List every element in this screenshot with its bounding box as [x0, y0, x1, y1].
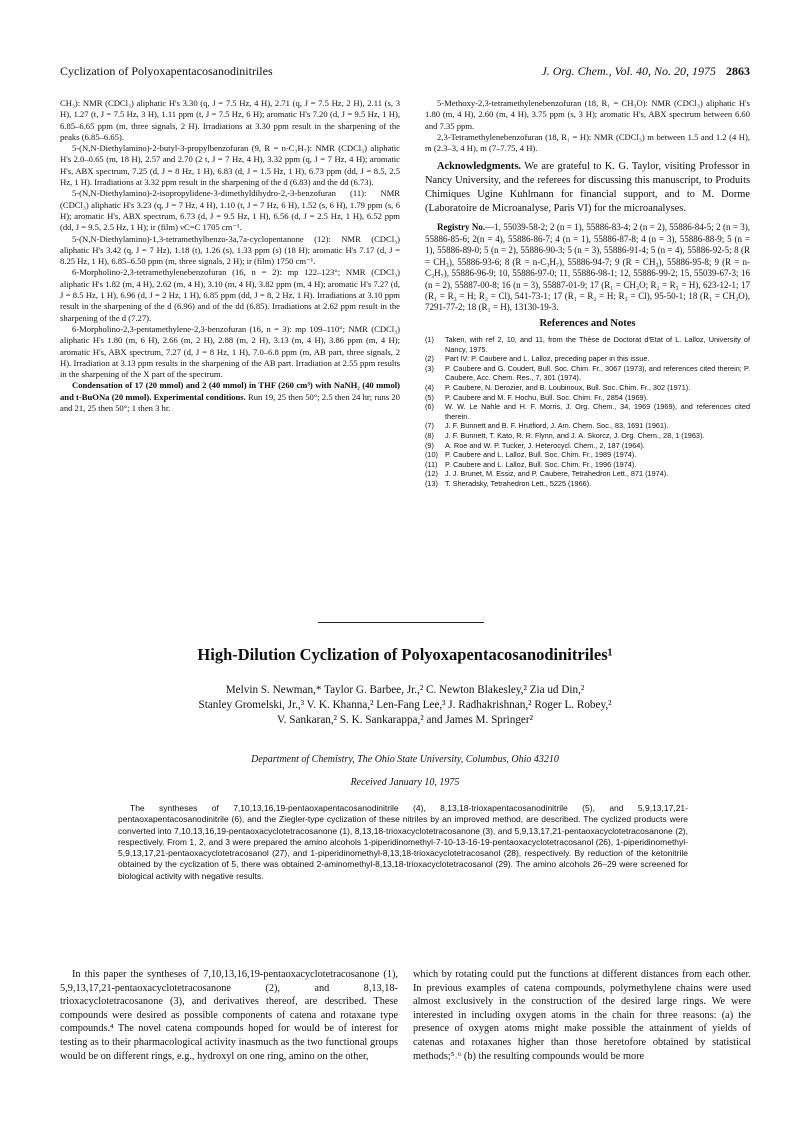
article-title: High-Dilution Cyclization of Polyoxapentacosanodinitriles¹: [197, 645, 613, 664]
nmr-paragraph: 5-(N,N-Diethylamino)-2-butyl-3-propylbenzofuran (9, R = n-C₃H₇): NMR (CDCl₃) aliphatic H's 2.0–0.65 (m, 18 H), 2.57 and 2.70 (2 t, J = 7 Hz, 4 H), 3.32 ppm (q, J = 7 Hz, 4 H); aromatic H's, ABX spectrum, 7.25 (d, J = 8 Hz, 1 H), 6.83 (d, J = 1.5 Hz, 1 H), 6.73 ppm (dd, J = 8.5, 2.5 Hz, 1 H). Irradiations at 3.32 ppm result in the sharpening of the d (6.83) and the dd (6.73).: [60, 143, 400, 188]
reference-text: P. Caubere and G. Coudert, Bull. Soc. Chim. Fr., 3067 (1973), and references cited therein; P. Caubere, Acc. Chem. Res., 7, 301 (1974).: [445, 363, 750, 383]
received-date: Received January 10, 1975: [350, 777, 460, 788]
experimental-right-column: [425, 98, 750, 489]
reference-text: P. Caubere and L. Lalloz, Bull. Soc. Chim. Fr., 1996 (1974).: [445, 459, 637, 469]
acknowledgments-text: We are grateful to K. G. Taylor, visiting Professor in Nancy University, and the referees for discussing this manuscript, to Produits Chimiques Ugine Kuhlmann for financial support, and to M. Dorme (Laboratoire de Microanalyse, Paris VI) for the microanalyses.: [425, 161, 750, 215]
reference-item: [425, 421, 750, 431]
reference-number: (5): [425, 392, 434, 402]
reference-number: (1): [425, 335, 434, 345]
reference-item: [425, 335, 750, 354]
nmr-paragraph: 6-Morpholino-2,3-pentamethylene-2,3-benzofuran (16, n = 3): mp 109–110°; NMR (CDCl₃) aliphatic H's 1.80 (m, 6 H), 2.66 (m, 2 H), 2.88 (m, 2 H), 3.13 (m, 4 H), 3.86 ppm (m, 4 H); aromatic H's, ABX spectrum, 7.27 (d, J = 8 Hz, 1 H), 7.0–6.8 ppm (m, AB part, three signals, 2 H). Irradiation at 3.13 ppm results in the sharpening of the AB part. Irradiation at 2.55 ppm results in the sharpening of the X part of the spectrum.: [60, 323, 400, 380]
nmr-paragraph: 5-Methoxy-2,3-tetramethylenebenzofuran (18, R₁ = CH₃O): NMR (CDCl₃) aliphatic H's 1.80 (m, 4 H), 2.60 (m, 4 H), 3.75 ppm (s, 3 H); aromatic H's, ABX spectrum between 6.60 and 7.35 ppm.: [425, 98, 750, 131]
reference-item: [425, 441, 750, 451]
reference-text: J. J. Brunet, M. Essiz, and P. Caubere, Tetrahedron Lett., 871 (1974).: [445, 469, 669, 479]
registry-numbers: [425, 222, 750, 313]
author-line: Melvin S. Newman,* Taylor G. Barbee, Jr.,² C. Newton Blakesley,² Zia ud Din,²: [225, 684, 585, 696]
running-head-journal: [541, 64, 750, 79]
reference-item: [425, 460, 750, 470]
nmr-paragraph: 5-(N,N-Diethylamino)-2-isopropylidene-3-dimethyldihydro-2,-3-benzofuran (11): NMR (CDCl₃) aliphatic H's 3.23 (q, J = 7 Hz, 4 H), 1.10 (t, J = 7 Hz, 6 H), 1.52 (s, 6 H), 1.79 ppm (s, 6 H); aromatic H's, ABX spectrum, 6.73 (d, J = 9.5 Hz, 1 H), 6.56 (d, J = 2.5 Hz, 1 H), 6.52 ppm (dd, J = 9.5, 2.5 Hz, 1 H); ir (film) νC=C 1705 cm⁻¹.: [60, 188, 400, 233]
registry-label: Registry No.: [437, 222, 486, 233]
experimental-left-column: [60, 98, 400, 414]
reference-item: [425, 469, 750, 479]
registry-text: —1, 55039-58-2; 2 (n = 1), 55886-83-4; 2 (n = 2), 55886-84-5; 2 (n = 3), 55886-85-6; 2(n = 4), 55886-86-7; 4 (n = 1), 55886-87-8; 4 (n = 3), 55886-88-9; 5 (n = 1), 55886-89-0; 5 (n = 2), 55886-90-3; 5 (n = 3), 55886-91-4; 5 (n = 4), 55886-92-5; 8 (R = CH₃), 55886-93-6; 8 (R = n-C₃H₇), 55886-94-7; 9 (R = CH₃), 55886-95-8; 9 (R = n-C₃H₇), 55886-96-9; 10, 55886-97-0; 11, 55886-98-1; 12, 55886-99-2; 15, 55039-67-3; 16 (n = 2), 55887-00-8; 16 (n = 3), 55887-01-9; 17 (R₁ = CH₃O; R₂ = R₃ = H), 623-12-1; 17 (R₁ = R₃ = H; R₂ = Cl), 541-73-1; 17 (R₁ = R₂ = H; R₃ = Cl), 95-50-1; 18 (R₁ = CH₃O), 7291-77-2; 18 (R₁ = H), 13130-19-3.: [425, 222, 750, 313]
reference-item: [425, 364, 750, 383]
introduction-left-column: In this paper the syntheses of 7,10,13,16,19-pentaoxacyclotetracosanone (1), 5,9,13,17,21-pentaoxacyclotetracosanone (2), and 8,13,18-trioxacyclotetracosanone (3), and derivatives thereof, are described. These compounds were desired as possible components of catena and rotaxane type compounds.⁴ The novel catena compounds hoped for would be of interest for testing as to their pharmacological activity inasmuch as the two functional groups would be on different rings, e.g., hydroxyl on one ring, amino on the other,: [60, 969, 398, 1062]
reference-item: [425, 479, 750, 489]
reference-number: (7): [425, 421, 434, 431]
nmr-paragraph: 6-Morpholino-2,3-tetramethylenebenzofuran (16, n = 2): mp 122–123°; NMR (CDCl₃) aliphatic H's 1.82 (m, 4 H), 2.62 (m, 4 H), 3.10 (m, 4 H), 3.82 ppm (m, 4 H); aromatic H's 7.27 (d, J = 8.5 Hz, 1 H), 6.96 (d, J = 2 Hz, 1 H), 6.85 ppm (dd, J = 8, 2 Hz, 1 H). Irradiations at 3.10 ppm result in the sharpening of the d (6.96) and of the dd (6.85). Irradiations at 2.62 ppm result in the sharpening of the d (7.27).: [60, 267, 400, 323]
condensation-heading: Condensation of 17 (20 mmol) and 2 (40 mmol) in THF (260 cm³) with NaNH₂ (40 mmol) and t-BuONa (20 mmol). Experimental conditions.: [60, 380, 400, 402]
references-heading: References and Notes: [539, 317, 636, 329]
introduction-right-column: which by rotating could put the functions at different distances from each other. In previous examples of catena compounds, polymethylene chains were used almost exclusively in the construction of the desired large rings. We were interested in including oxygen atoms in the chain for three reasons: (a) the presence of oxygen atoms might make possible the attainment of yields of catenas and rotaxanes higher than those heretofore obtained by statistical methods;⁵˒⁶ (b) the resulting compounds would be more: [413, 969, 751, 1062]
reference-number: (12): [425, 469, 438, 479]
author-list: [60, 683, 750, 729]
journal-citation: J. Org. Chem., Vol. 40, No. 20, 1975: [541, 64, 716, 78]
author-line: V. Sankaran,² S. K. Sankarappa,² and James M. Springer²: [277, 714, 533, 727]
reference-text: T. Sheradsky, Tetrahedron Lett., 5225 (1966).: [445, 478, 592, 488]
reference-number: (3): [425, 363, 434, 373]
reference-item: [425, 450, 750, 460]
nmr-paragraph: CH₃): NMR (CDCl₃) aliphatic H's 3.30 (q, J = 7.5 Hz, 4 H), 2.71 (q, J = 7.5 Hz, 2 H), 2.11 (s, 3 H), 1.27 (t, J = 7.5 Hz, 3 H), 1.11 ppm (t, J = 7.5 Hz, 6 H); aromatic H's 7.20 (d, J = 9.5 Hz, 1 H), 6.85–6.65 ppm (m, three signals, 2 H). Irradiations at 3.30 ppm result in the sharpening of the peaks (6.85–6.65).: [60, 98, 400, 142]
acknowledgments: [425, 160, 750, 216]
reference-number: (6): [425, 402, 434, 412]
reference-text: J. F. Bunnett and B. F. Hrutfiord, J. Am. Chem. Soc., 83, 1691 (1961).: [445, 421, 669, 431]
nmr-paragraph: 2,3-Tetramethylenebenzofuran (18, R₁ = H): NMR (CDCl₃) m between 1.5 and 1.2 (4 H), m (2.3–3, 4 H), m (7–7.75, 4 H).: [425, 131, 750, 154]
nmr-paragraph: 5-(N,N-Diethylamino)-1,3-tetramethylbenzo-3a,7a-cyclopentanone (12): NMR (CDCl₃) aliphatic H's 3.42 (q, J = 7 Hz), 1.18 (t), 1.26 (s), 1.33 ppm (s) (18 H); aromatic H's 7.17 (d, J = 8.25 Hz, 1 H), 6.85–6.50 ppm (m, three signals, 2 H); ir (film) 1750 cm⁻¹.: [60, 233, 400, 267]
reference-number: (8): [425, 430, 434, 440]
acknowledgments-label: Acknowledgments.: [437, 161, 521, 173]
reference-text: Part IV: P. Caubere and L. Lalloz, preceding paper in this issue.: [445, 354, 650, 364]
abstract: The syntheses of 7,10,13,16,19-pentaoxapentacosanodinitrile (4), 8,13,18-trioxapentacosanodinitrile (5), and 5,9,13,17,21-pentaoxapentacosanodinitrile (6), and the Ziegler-type cyclization of these nitriles by an improved method, are described. The cyclized products were converted into 7,10,13,16,19-pentaoxacyclotetracosanone (1), 8,13,18-trioxacyclotetracosanone (3), and 5,9,13,17,21-pentaoxacyclotetracosanone (2), respectively. From 1, 2, and 3 were prepared the amino alcohols 1-piperidinomethyl-7-10-13-16-19-pentaoxacyclotetracosanol (26), 1-piperidinomethyl-5,9,13,17,21-pentaoxacyclotetracosanol (27), and 1-piperidinomethyl-8,13,18-trioxacyclotetracosanol (28), respectively. By reduction of the ketonitrile obtained by the cyclization of 5, there was obtained 2-aminomethyl-8,13,18-trioxacyclotetracosanol (29). The amino alcohols 26–29 were screened for biological activity with negative results.: [118, 803, 688, 881]
reference-item: [425, 383, 750, 393]
reference-text: Taken, with ref 2, 10, and 11, from the Thèse de Doctorat d'Etat of L. Lalloz, University of Nancy, 1975.: [445, 335, 750, 354]
section-divider: [318, 622, 484, 623]
page-number: 2863: [726, 64, 750, 78]
running-head: [60, 64, 750, 82]
reference-text: J. F. Bunnett, T. Kato, R. R. Flynn, and J. A. Skorcz, J. Org. Chem., 28, 1 (1963).: [445, 430, 705, 440]
reference-item: [425, 354, 750, 364]
reference-text: A. Roe and W. P. Tucker, J. Heterocycl. Chem., 2, 187 (1964).: [445, 440, 645, 450]
running-head-title: Cyclization of Polyoxapentacosanodinitriles: [60, 64, 273, 78]
condensation-text: Run 19, 25 then 50°; 2.5 then 24 hr; runs 20 and 21, 25 then 50°; 1 then 3 hr.: [60, 391, 400, 414]
reference-text: W. W. Le Nahle and H. F. Morris, J. Org. Chem., 34, 1969 (1969), and references cited therein.: [445, 402, 750, 421]
reference-number: (11): [425, 459, 438, 469]
reference-item: [425, 402, 750, 421]
reference-number: (4): [425, 383, 434, 392]
reference-number: (10): [425, 450, 438, 460]
reference-number: (13): [425, 478, 438, 488]
reference-list: [425, 335, 750, 489]
reference-item: [425, 431, 750, 441]
reference-text: P. Caubere and L. Lalloz, Bull. Soc. Chim. Fr., 1989 (1974).: [445, 450, 637, 460]
reference-number: (9): [425, 440, 434, 450]
reference-text: P. Caubere and M. F. Hochu, Bull. Soc. Chim. Fr., 2854 (1969).: [445, 392, 649, 402]
reference-text: P. Caubere, N. Derozier, and B. Loubinoux, Bull. Soc. Chim. Fr., 302 (1971).: [445, 383, 691, 392]
reference-item: [425, 393, 750, 403]
reference-number: (2): [425, 354, 434, 364]
author-line: Stanley Gromelski, Jr.,³ V. K. Khanna,² Len-Fang Lee,³ J. Radhakrishnan,² Roger L. Robey,²: [198, 699, 612, 712]
condensation-paragraph: [60, 380, 400, 414]
affiliation: Department of Chemistry, The Ohio State University, Columbus, Ohio 43210: [251, 754, 559, 765]
